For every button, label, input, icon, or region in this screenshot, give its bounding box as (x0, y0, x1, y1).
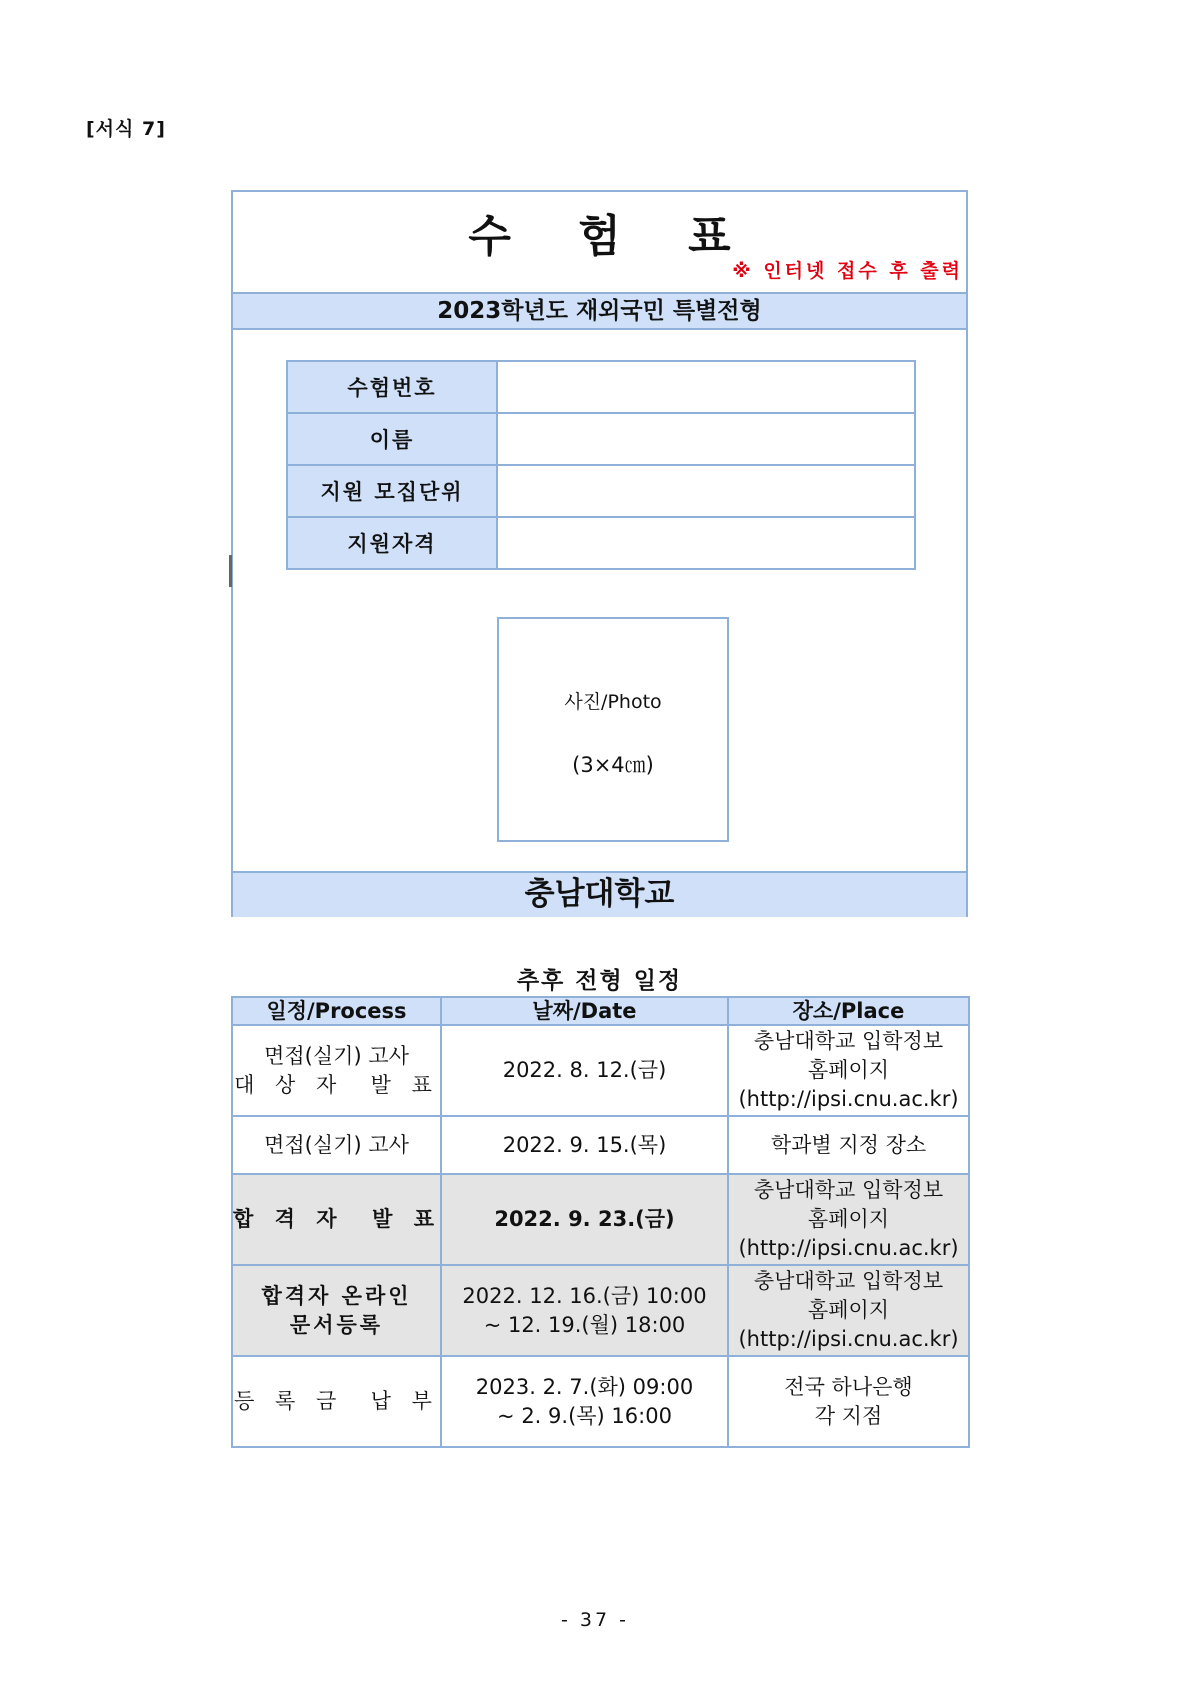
date-cell (441, 1116, 728, 1174)
table-row-highlighted (232, 1174, 969, 1265)
process-line: 등 록 금 납 부 (234, 1389, 439, 1413)
ticket-header (233, 192, 966, 292)
date-cell (441, 1025, 728, 1116)
form-number-label: [서식 7] (86, 118, 166, 140)
field-row-department (287, 465, 915, 517)
field-label-qualification: 지원자격 (287, 517, 497, 569)
ticket-title: 수 험 표 (468, 211, 757, 262)
header-process: 일정/Process (232, 997, 441, 1025)
date-cell (441, 1356, 728, 1447)
process-cell (232, 1116, 441, 1174)
table-row (232, 1116, 969, 1174)
process-line: 대 상 자 발 표 (234, 1072, 439, 1097)
date-line: 2022. 9. 23.(금) (494, 1207, 675, 1231)
field-value-name (497, 413, 915, 465)
schedule-header-row (232, 997, 969, 1025)
field-row-qualification (287, 517, 915, 569)
field-label-department: 지원 모집단위 (287, 465, 497, 517)
process-cell (232, 1025, 441, 1116)
header-place: 장소/Place (728, 997, 969, 1025)
table-row (232, 1356, 969, 1447)
process-line: 면접(실기) 고사 (264, 1043, 409, 1068)
header-date: 날짜/Date (441, 997, 728, 1025)
date-cell (441, 1265, 728, 1356)
schedule-table (231, 996, 970, 1448)
field-value-exam-number (497, 361, 915, 413)
process-cell (232, 1356, 441, 1447)
place-line: 홈페이지 (807, 1207, 890, 1231)
process-cell (232, 1265, 441, 1356)
field-label-exam-number: 수험번호 (287, 361, 497, 413)
table-row-highlighted (232, 1265, 969, 1356)
field-row-name (287, 413, 915, 465)
process-line: 문서등록 (289, 1312, 384, 1337)
place-line: 충남대학교 입학정보 (753, 1178, 944, 1202)
date-line: ~ 12. 19.(월) 18:00 (483, 1312, 686, 1337)
photo-caption: 사진/Photo (564, 691, 662, 713)
place-cell (728, 1174, 969, 1265)
place-line: 각 지점 (814, 1403, 883, 1428)
university-name-bar: 충남대학교 (233, 871, 966, 917)
place-line: 충남대학교 입학정보 (753, 1269, 944, 1293)
field-row-exam-number (287, 361, 915, 413)
exam-admission-ticket (231, 190, 968, 917)
place-line: 충남대학교 입학정보 (753, 1029, 944, 1053)
applicant-info-table (286, 360, 916, 570)
program-name-bar: 2023학년도 재외국민 특별전형 (233, 292, 966, 330)
page-number: - 37 - (561, 1609, 629, 1631)
date-line: 2022. 9. 15.(목) (502, 1132, 667, 1157)
date-line: 2022. 12. 16.(금) 10:00 (462, 1283, 707, 1308)
date-line: 2022. 8. 12.(금) (502, 1058, 667, 1082)
date-line: ~ 2. 9.(목) 16:00 (497, 1403, 672, 1428)
process-cell (232, 1174, 441, 1265)
place-cell (728, 1025, 969, 1116)
place-cell (728, 1356, 969, 1447)
place-line: (http://ipsi.cnu.ac.kr) (738, 1236, 959, 1260)
photo-box (497, 617, 729, 842)
place-line: 홈페이지 (807, 1058, 890, 1082)
print-notice: ※ 인터넷 접수 후 출력 (732, 260, 963, 282)
table-row (232, 1025, 969, 1116)
place-line: (http://ipsi.cnu.ac.kr) (738, 1087, 959, 1111)
field-value-qualification (497, 517, 915, 569)
place-line: 학과별 지정 장소 (770, 1132, 927, 1157)
resize-handle[interactable] (229, 555, 232, 587)
process-line: 합 격 자 발 표 (233, 1207, 441, 1231)
field-value-department (497, 465, 915, 517)
field-label-name: 이름 (287, 413, 497, 465)
place-cell (728, 1265, 969, 1356)
place-line: 전국 하나은행 (784, 1374, 913, 1399)
process-line: 면접(실기) 고사 (264, 1132, 409, 1157)
place-line: (http://ipsi.cnu.ac.kr) (738, 1327, 959, 1351)
date-line: 2023. 2. 7.(화) 09:00 (475, 1374, 694, 1399)
date-cell (441, 1174, 728, 1265)
schedule-title: 추후 전형 일정 (516, 968, 683, 994)
place-cell (728, 1116, 969, 1174)
photo-size: (3×4㎝) (572, 753, 654, 777)
place-line: 홈페이지 (807, 1298, 890, 1322)
process-line: 합격자 온라인 (261, 1283, 412, 1308)
